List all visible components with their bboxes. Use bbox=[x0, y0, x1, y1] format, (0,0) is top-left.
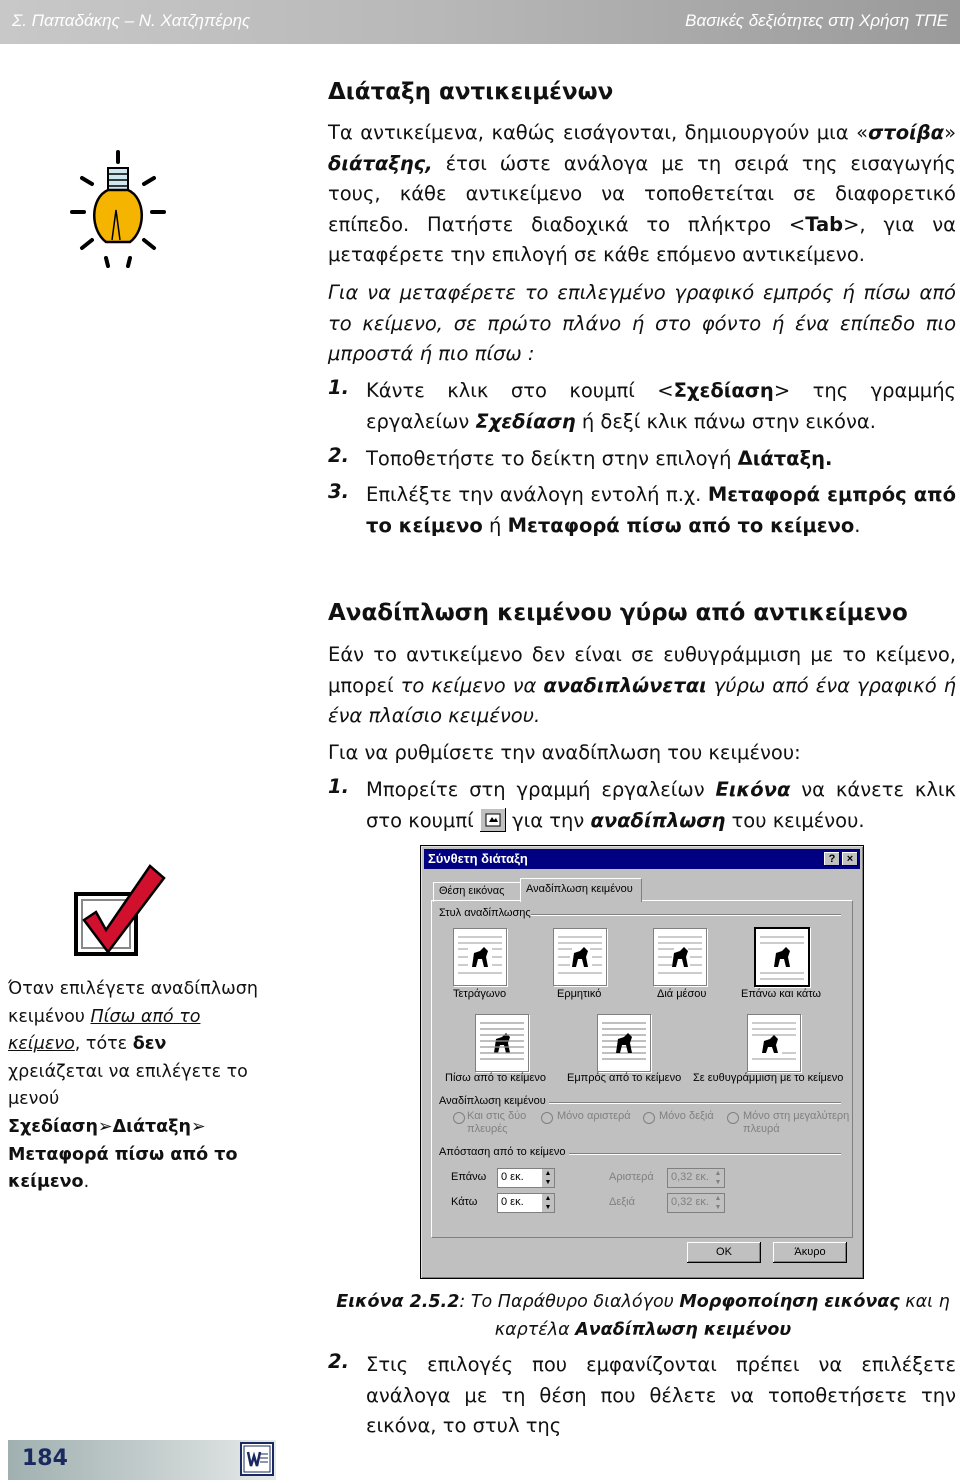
word-icon bbox=[240, 1442, 274, 1476]
step-text: Κάντε κλικ στο κουμπί <Σχεδίαση> της γραμμής εργαλείων Σχεδίαση ή δεξί κλικ πάνω στην εικόνα. bbox=[366, 379, 956, 433]
radio-both-sides-label: Και στις δύο πλευρές bbox=[467, 1110, 527, 1135]
section-title-wrapping: Αναδίπλωση κειμένου γύρω από αντικείμενο bbox=[328, 600, 908, 626]
radio-largest-side[interactable] bbox=[727, 1112, 739, 1124]
wrap-tight-label: Ερμητικό bbox=[557, 988, 602, 1000]
distance-bottom-label: Κάτω bbox=[451, 1196, 478, 1208]
step-number: 3. bbox=[328, 480, 349, 503]
radio-both-sides[interactable] bbox=[453, 1112, 465, 1124]
step-number: 1. bbox=[328, 376, 349, 399]
page-header bbox=[0, 0, 960, 44]
section-title-arrangement: Διάταξη αντικειμένων bbox=[328, 79, 614, 105]
wrap-through-label: Διά μέσου bbox=[657, 988, 707, 1000]
wrap-top-bottom-option[interactable] bbox=[754, 927, 810, 987]
distance-bottom-field[interactable]: 0 εκ. ▲ ▼ bbox=[497, 1193, 555, 1213]
wrap-square-option[interactable] bbox=[453, 928, 507, 986]
header-book-title: Βασικές δεξιότητες στη Χρήση ΤΠΕ bbox=[685, 11, 948, 30]
step-text: Στις επιλογές που εμφανίζονται πρέπει να επιλέξετε ανάλογα με τη θέση που θέλετε να τοποθετήσετε την εικόνα, το στυλ της bbox=[366, 1353, 956, 1437]
wrap-in-front-option[interactable] bbox=[597, 1014, 651, 1072]
step-number: 2. bbox=[328, 1350, 349, 1373]
text-wrapping-button-icon bbox=[480, 808, 506, 832]
page-number: 184 bbox=[22, 1446, 68, 1471]
lightbulb-icon bbox=[68, 150, 168, 270]
dialog-title: Σύνθετη διάταξη bbox=[428, 851, 528, 866]
dialog-titlebar bbox=[424, 849, 860, 869]
ok-button[interactable]: OK bbox=[687, 1242, 761, 1263]
close-button[interactable]: × bbox=[842, 852, 858, 866]
step-text: Μπορείτε στη γραμμή εργαλείων Εικόνα να κάνετε κλικ στο κουμπί για την αναδίπλωση του κειμένου. bbox=[366, 778, 957, 832]
radio-left-only[interactable] bbox=[541, 1112, 553, 1124]
wrap-inline-label: Σε ευθυγράμμιση με το κείμενο bbox=[693, 1072, 844, 1084]
wrap-inline-option[interactable] bbox=[747, 1014, 801, 1072]
step-text: Τοποθετήστε το δείκτη στην επιλογή Διάταξη. bbox=[366, 447, 833, 470]
radio-right-only-label: Μόνο δεξιά bbox=[659, 1110, 714, 1122]
step-number: 2. bbox=[328, 444, 349, 467]
wrap-behind-text-option[interactable] bbox=[475, 1014, 529, 1072]
cancel-button[interactable]: Άκυρο bbox=[773, 1242, 847, 1263]
step-text: Επιλέξτε την ανάλογη εντολή π.χ. Μεταφορά εμπρός από το κείμενο ή Μεταφορά πίσω από το κείμενο. bbox=[366, 483, 956, 537]
divider bbox=[549, 1102, 841, 1104]
step-number: 1. bbox=[328, 775, 349, 798]
side-note: Όταν επιλέγετε αναδίπλωση κειμένου Πίσω από το κείμενο, τότε δεν χρειάζεται να επιλέγετε το μενού Σχεδίαση➢Διάταξη➢ Μεταφορά πίσω από το κείμενο. bbox=[8, 979, 258, 1193]
divider bbox=[569, 1153, 841, 1155]
wrap-through-option[interactable] bbox=[653, 928, 707, 986]
radio-right-only[interactable] bbox=[643, 1112, 655, 1124]
help-button[interactable]: ? bbox=[824, 852, 840, 866]
wrap-text-label: Αναδίπλωση κειμένου bbox=[439, 1095, 546, 1107]
paragraph-stack: Τα αντικείμενα, καθώς εισάγονται, δημιουργούν μια «στοίβα» διάταξης, έτσι ώστε ανάλογα με τη σειρά της εισαγωγής τους, κάθε αντικείμενο να τοποθετείται σε διαφορετικό επίπεδο. Πατήστε διαδοχικά το πλήκτρο <Tab>, για να μεταφέρετε την επιλογή σε κάθε επόμενο αντικείμενο. bbox=[328, 121, 956, 266]
wrap-style-label: Στυλ αναδίπλωσης bbox=[439, 907, 531, 919]
figure-caption: Εικόνα 2.5.2: Το Παράθυρο διαλόγου Μορφοποίηση εικόνας και η καρτέλα Αναδίπλωση κειμένου bbox=[336, 1292, 950, 1340]
wrap-square-label: Τετράγωνο bbox=[453, 988, 507, 1000]
radio-largest-side-label: Μόνο στη μεγαλύτερη πλευρά bbox=[743, 1110, 850, 1135]
distance-left-label: Αριστερά bbox=[609, 1171, 654, 1183]
wrap-top-bottom-label: Επάνω και κάτω bbox=[741, 988, 822, 1000]
header-authors: Σ. Παπαδάκης – Ν. Χατζηπέρης bbox=[12, 11, 251, 30]
distance-right-label: Δεξιά bbox=[609, 1196, 635, 1208]
paragraph-move-instructions: Για να μεταφέρετε το επιλεγμένο γραφικό εμπρός ή πίσω από το κείμενο, σε πρώτο πλάνο ή στο φόντο ή ένα επίπεδο πιο μπροστά ή πιο πίσω : bbox=[328, 281, 956, 365]
distance-top-label: Επάνω bbox=[451, 1171, 487, 1183]
distance-left-field[interactable]: 0,32 εκ. ▲ ▼ bbox=[667, 1168, 725, 1188]
wrap-tight-option[interactable] bbox=[553, 928, 607, 986]
divider bbox=[531, 914, 841, 916]
wrap-behind-text-label: Πίσω από το κείμενο bbox=[445, 1072, 547, 1084]
radio-left-only-label: Μόνο αριστερά bbox=[557, 1110, 631, 1122]
tab-text-wrapping[interactable]: Αναδίπλωση κειμένου bbox=[520, 878, 642, 902]
wrap-in-front-label: Εμπρός από το κείμενο bbox=[567, 1072, 682, 1084]
page-footer bbox=[8, 1440, 276, 1480]
paragraph-setup: Για να ρυθμίσετε την αναδίπλωση του κειμένου: bbox=[328, 741, 801, 764]
distance-top-field[interactable]: 0 εκ. ▲ ▼ bbox=[497, 1168, 555, 1188]
distance-right-field[interactable]: 0,32 εκ. ▲ ▼ bbox=[667, 1193, 725, 1213]
advanced-layout-dialog bbox=[420, 845, 864, 1279]
tab-picture-position[interactable]: Θέση εικόνας bbox=[433, 882, 521, 902]
paragraph-wrapping: Εάν το αντικείμενο δεν είναι σε ευθυγράμμιση με το κείμενο, μπορεί το κείμενο να αναδιπλώνεται γύρω από ένα γραφικό ή ένα πλαίσιο κειμένου. bbox=[328, 643, 956, 727]
distance-label: Απόσταση από το κείμενο bbox=[439, 1146, 566, 1158]
checkmark-icon bbox=[72, 860, 168, 960]
